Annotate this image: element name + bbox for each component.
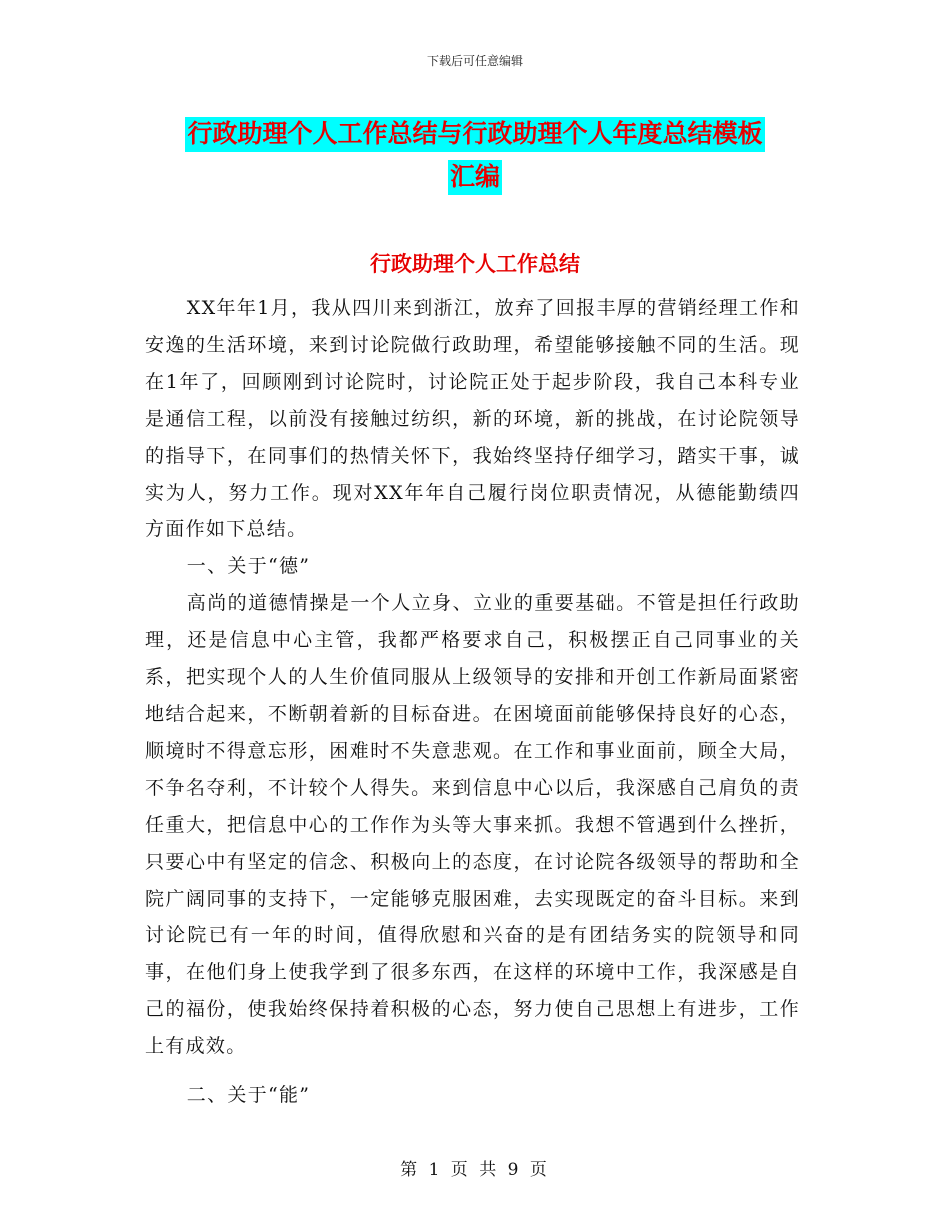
header-note: 下载后可任意编辑	[426, 54, 523, 68]
heading-neng: 二、关于“能”	[186, 1084, 311, 1107]
title-highlight-2: 汇编	[448, 160, 502, 195]
paragraph-intro: XX年年1月，我从四川来到浙江，放弃了回报丰厚的营销经理工作和安逸的生活环境，来到讨论院做行政助理，希望能够接触不同的生活。现在1年了，回顾刚到讨论院时，讨论院正处于起步阶段，我自己本科专业是通信工程，以前没有接触过纺织，新的环境，新的挑战，在讨论院领导的指导下，在同事们的热情关怀下，我始终坚持仔细学习，踏实干事，诚实为人，努力工作。现对XX年年自己履行岗位职责情况，从德能勤绩四方面作如下总结。	[145, 297, 800, 541]
document-title-line1	[0, 114, 950, 150]
heading-de: 一、关于“德”	[186, 555, 311, 578]
document-body	[145, 290, 800, 1114]
section-title: 行政助理个人工作总结	[370, 251, 580, 276]
paragraph-de: 高尚的道德情操是一个人立身、立业的重要基础。不管是担任行政助理，还是信息中心主管，我都严格要求自己，积极摆正自己同事业的关系，把实现个人的人生价值同服从上级领导的安排和开创工作新局面紧密地结合起来，不断朝着新的目标奋进。在困境面前能够保持良好的心态，顺境时不得意忘形，困难时不失意悲观。在工作和事业面前，顾全大局，不争名夺利，不计较个人得失。来到信息中心以后，我深感自己肩负的责任重大，把信息中心的工作作为头等大事来抓。我想不管遇到什么挫折，只要心中有坚定的信念、积极向上的态度，在讨论院各级领导的帮助和全院广阔同事的支持下，一定能够克服困难，去实现既定的奋斗目标。来到讨论院已有一年的时间，值得欣慰和兴奋的是有团结务实的院领导和同事，在他们身上使我学到了很多东西，在这样的环境中工作，我深感是自己的福份，使我始终保持着积极的心态，努力使自己思想上有进步，工作上有成效。	[145, 592, 800, 1058]
page-number: 第 1 页 共 9 页	[400, 1160, 550, 1180]
document-title-line2	[0, 157, 950, 193]
title-highlight-1: 行政助理个人工作总结与行政助理个人年度总结模板	[185, 117, 764, 152]
